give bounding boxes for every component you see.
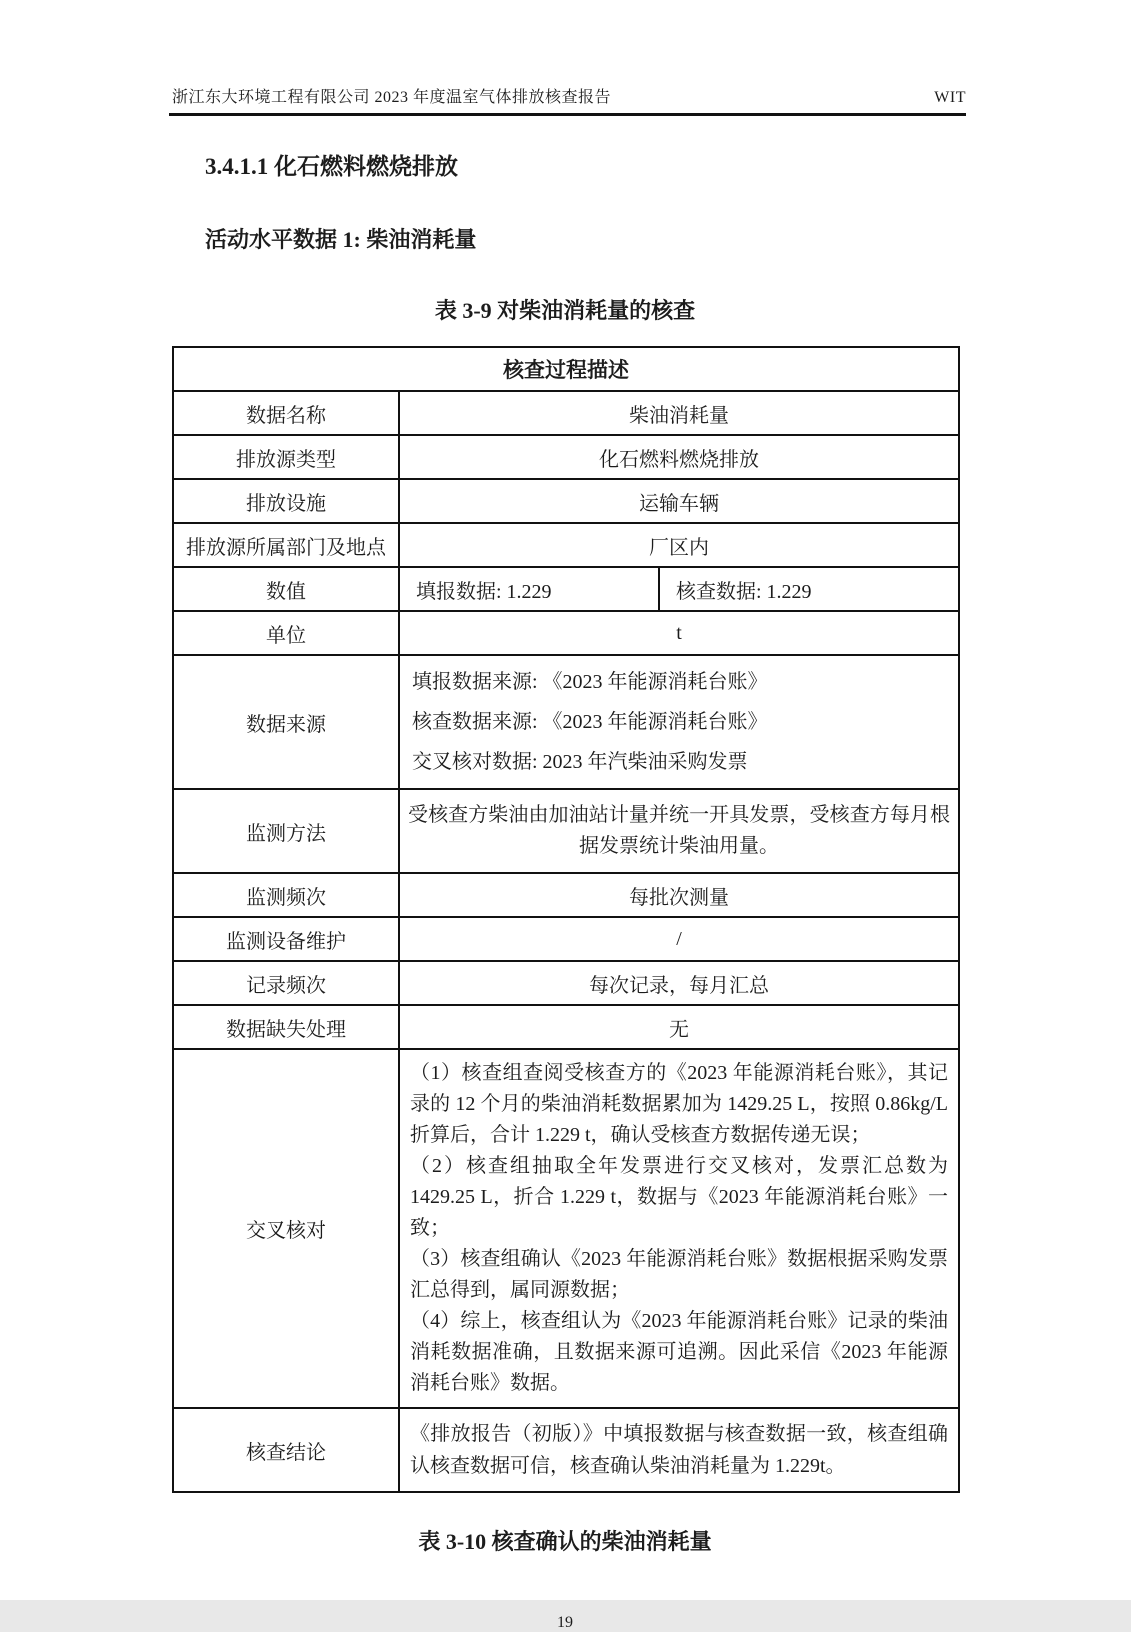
data-source-lines (399, 655, 959, 789)
row-facility (173, 479, 959, 523)
row-label: 数据缺失处理 (173, 1005, 399, 1049)
row-unit (173, 611, 959, 655)
row-value: 受核查方柴油由加油站计量并统一开具发票，受核查方每月根据发票统计柴油用量。 (399, 789, 959, 873)
row-label: 数据来源 (173, 655, 399, 789)
cross-check-paragraph: （1）核查组查阅受核查方的《2023 年能源消耗台账》，其记录的 12 个月的柴油消耗数据累加为 1429.25 L，按照 0.86kg/L 折算后，合计 1.229 t，确认受核查方数据传递无误； (410, 1062, 948, 1146)
data-source-line: 核查数据来源: 《2023 年能源消耗台账》 (412, 711, 768, 733)
row-label: 单位 (173, 611, 399, 655)
verified-value-cell: 核查数据: 1.229 (659, 567, 959, 611)
table-header-row (173, 347, 959, 391)
page-header (172, 84, 966, 107)
table-header-cell: 核查过程描述 (173, 347, 959, 391)
row-value: 每次记录，每月汇总 (399, 961, 959, 1005)
row-value: 每批次测量 (399, 873, 959, 917)
row-value: 运输车辆 (399, 479, 959, 523)
data-source-line: 填报数据来源: 《2023 年能源消耗台账》 (412, 671, 768, 693)
row-numeric-value (173, 567, 959, 611)
header-divider (169, 113, 966, 116)
cross-check-paragraphs (399, 1049, 959, 1408)
table-3-10-title: 表 3-10 核查确认的柴油消耗量 (418, 1529, 712, 1554)
row-equipment-maintenance (173, 917, 959, 961)
header-logo-text: WIT (934, 89, 966, 106)
cross-check-paragraph: （3）核查组确认《2023 年能源消耗台账》数据根据采购发票汇总得到，属同源数据； (410, 1248, 948, 1301)
data-source-line: 交叉核对数据: 2023 年汽柴油采购发票 (412, 751, 748, 773)
verification-table (172, 346, 960, 1493)
row-value: 厂区内 (399, 523, 959, 567)
row-label: 排放设施 (173, 479, 399, 523)
row-conclusion (173, 1408, 959, 1492)
row-data-name (173, 391, 959, 435)
cross-check-paragraph: （4）综上，核查组认为《2023 年能源消耗台账》记录的柴油消耗数据准确，且数据来源可追溯。因此采信《2023 年能源消耗台账》数据。 (410, 1310, 948, 1394)
row-label: 记录频次 (173, 961, 399, 1005)
row-label: 监测设备维护 (173, 917, 399, 961)
row-label: 核查结论 (173, 1408, 399, 1492)
row-label: 监测频次 (173, 873, 399, 917)
row-value: / (399, 917, 959, 961)
header-report-title: 浙江东大环境工程有限公司 2023 年度温室气体排放核查报告 (172, 89, 612, 106)
row-value: t (399, 611, 959, 655)
reported-value-cell: 填报数据: 1.229 (399, 567, 659, 611)
row-value: 化石燃料燃烧排放 (399, 435, 959, 479)
row-monitoring-frequency (173, 873, 959, 917)
row-record-frequency (173, 961, 959, 1005)
row-source-type (173, 435, 959, 479)
row-label: 排放源类型 (173, 435, 399, 479)
row-label: 数据名称 (173, 391, 399, 435)
row-cross-check (173, 1049, 959, 1408)
cross-check-paragraph: （2）核查组抽取全年发票进行交叉核对，发票汇总数为 1429.25 L，折合 1.229 t，数据与《2023 年能源消耗台账》一致； (410, 1155, 948, 1239)
row-label: 排放源所属部门及地点 (173, 523, 399, 567)
activity-data-heading: 活动水平数据 1: 柴油消耗量 (205, 227, 477, 252)
section-heading: 3.4.1.1 化石燃料燃烧排放 (205, 154, 458, 179)
row-label: 监测方法 (173, 789, 399, 873)
row-data-source (173, 655, 959, 789)
page-content (172, 140, 958, 1632)
row-label: 数值 (173, 567, 399, 611)
row-department (173, 523, 959, 567)
row-value: 无 (399, 1005, 959, 1049)
row-monitoring-method (173, 789, 959, 873)
row-value: 《排放报告（初版）》中填报数据与核查数据一致，核查组确认核查数据可信，核查确认柴油消耗量为 1.229t。 (399, 1408, 959, 1492)
table-3-9-title: 表 3-9 对柴油消耗量的核查 (434, 298, 696, 323)
row-label: 交叉核对 (173, 1049, 399, 1408)
row-value: 柴油消耗量 (399, 391, 959, 435)
page-number: 19 (557, 1614, 573, 1631)
row-missing-data (173, 1005, 959, 1049)
